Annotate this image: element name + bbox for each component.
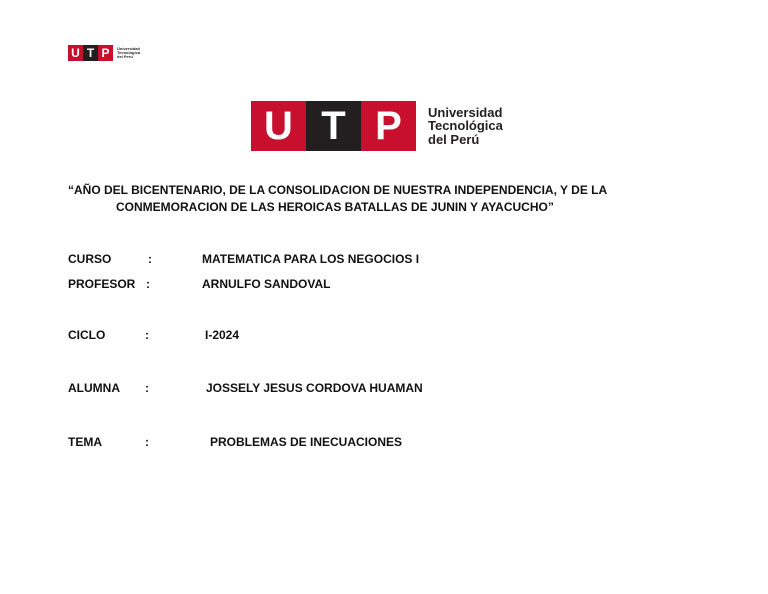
- logo-name-line: Tecnológica: [428, 118, 503, 134]
- logo-letter: U: [251, 101, 306, 151]
- field-separator: :: [145, 435, 149, 449]
- field-value: MATEMATICA PARA LOS NEGOCIOS I: [202, 252, 420, 266]
- logo-letter: P: [98, 45, 113, 61]
- field-value: ARNULFO SANDOVAL: [202, 277, 331, 291]
- logo-name-line: Universidad: [117, 45, 140, 51]
- field-label: ALUMNA: [68, 381, 120, 395]
- field-label: TEMA: [68, 435, 102, 449]
- field-value: JOSSELY JESUS CORDOVA HUAMAN: [206, 381, 423, 395]
- logo-name-line: del Perú: [117, 54, 133, 60]
- logo-name: [117, 47, 140, 60]
- field-value: I-2024: [205, 328, 240, 342]
- logo-letter: T: [306, 101, 361, 151]
- logo-blocks: [251, 101, 416, 151]
- motto-line-2: CONMEMORACION DE LAS HEROICAS BATALLAS DE JUNIN Y AYACUCHO”: [116, 200, 554, 214]
- field-separator: :: [145, 381, 149, 395]
- logo-name-line: Tecnológica: [117, 49, 141, 55]
- utp-logo-small: [68, 45, 140, 61]
- logo-letter: P: [361, 101, 416, 151]
- field-separator: :: [145, 328, 149, 342]
- logo-blocks: [68, 45, 113, 61]
- logo-letter: T: [83, 45, 98, 61]
- motto-line-1: “AÑO DEL BICENTENARIO, DE LA CONSOLIDACION DE NUESTRA INDEPENDENCIA, Y DE LA: [68, 183, 608, 197]
- field-separator: :: [148, 252, 152, 266]
- logo-letter: U: [68, 45, 83, 61]
- logo-name: [428, 106, 503, 147]
- field-separator: :: [146, 277, 150, 291]
- field-label: PROFESOR: [68, 277, 136, 291]
- year-motto: [68, 182, 688, 216]
- field-value: PROBLEMAS DE INECUACIONES: [210, 435, 403, 449]
- logo-name-line: del Perú: [428, 131, 480, 147]
- field-label: CICLO: [68, 328, 106, 342]
- logo-name-line: Universidad: [428, 104, 503, 120]
- utp-logo-large: [251, 101, 503, 151]
- field-label: CURSO: [68, 252, 112, 266]
